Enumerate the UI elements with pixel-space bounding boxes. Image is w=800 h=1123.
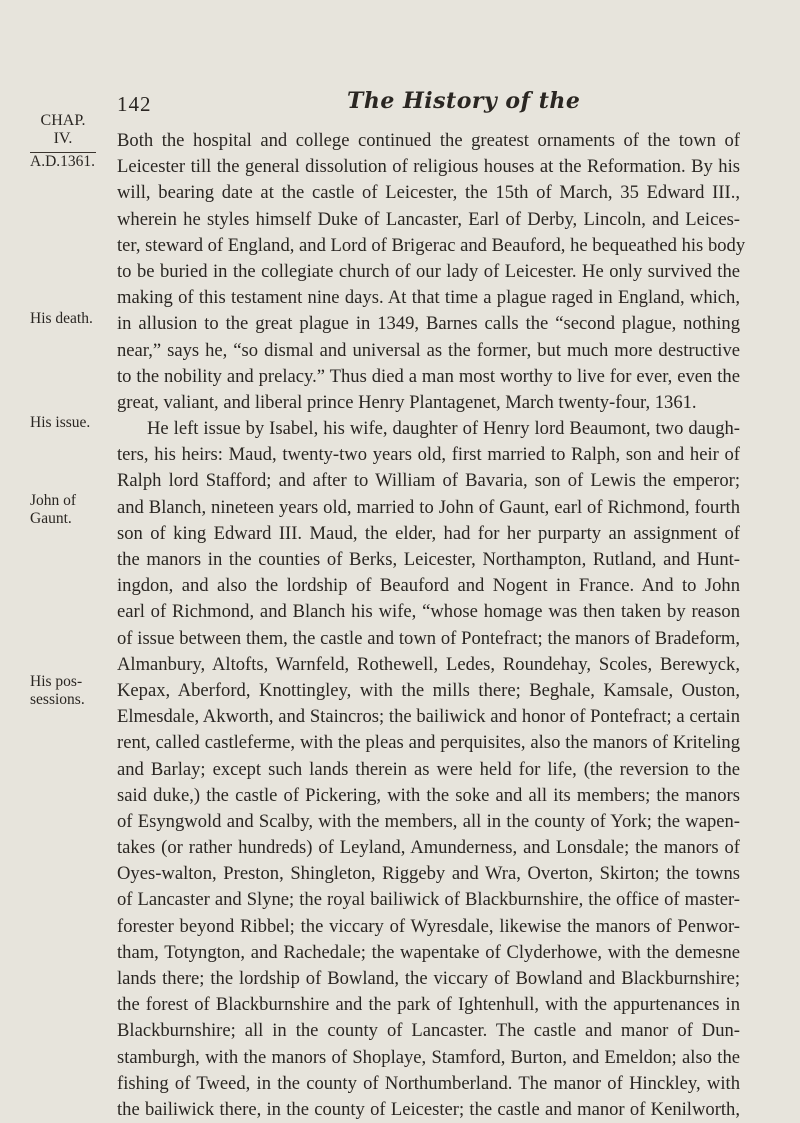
text-line: stamburgh, with the manors of Shoplaye, Stamford, Burton, and Emeldon; also the [117,1046,740,1068]
text-line: Almanbury, Altofts, Warnfeld, Rothewell, Ledes, Roundehay, Scoles, Berewyck, [117,653,740,675]
text-line: Leicester till the general dissolution of religious houses at the Reformation. By his [117,156,740,178]
text-line: the manors in the counties of Berks, Leicester, Northampton, Rutland, and Hunt- [117,549,740,570]
chapter-word: CHAP. [40,112,86,129]
page-number: 142 [117,92,152,116]
text-line: the bailiwick there, in the county of Leicester; the castle and manor of Kenilworth, [117,1098,740,1120]
margin-note-date: A.D.1361. [30,153,96,170]
text-line: takes (or rather hundreds) of Leyland, Amunderness, and Lonsdale; the manors of [117,837,740,859]
text-line: and Barlay; except such lands therein as were held for life, (the reversion to the [117,758,740,780]
margin-note-his-issue: His issue. [30,414,91,431]
text-line: will, bearing date at the castle of Leicester, the 15th of March, 35 Edward III., [117,182,740,204]
page-header [117,88,737,122]
body-text [117,128,746,1123]
text-line: Elmesdale, Akworth, and Staincros; the bailiwick and honor of Pontefract; a certain [117,706,740,728]
text-line: the forest of Blackburnshire and the park of Ightenhull, with the appurtenances in [117,994,740,1016]
text-line: wherein he styles himself Duke of Lancaster, Earl of Derby, Lincoln, and Leices- [117,208,740,230]
text-line: lands there; the lordship of Bowland, the viccary of Bowland and Blackburnshire; [117,968,740,989]
margin-note-line: sessions. [30,691,85,708]
margin-note-line: His pos- [30,673,83,690]
text-line: of Esyngwold and Scalby, with the members, all in the county of York; the wapen- [117,810,740,832]
text-line: to be buried in the collegiate church of our lady of Leicester. He only survived the [117,260,740,282]
chapter-label [34,112,92,153]
text-line: of issue between them, the castle and town of Pontefract; the manors of Bradeform, [117,627,740,649]
text-line: making of this testament nine days. At that time a plague raged in England, which, [117,287,740,309]
margin-note-line: Gaunt. [30,510,72,527]
text-line: ter, steward of England, and Lord of Brigerac and Beauford, he bequeathed his body [117,234,746,256]
margin-note-his-death: His death. [30,310,93,327]
text-line: Blackburnshire; all in the county of Lancaster. The castle and manor of Dun- [117,1020,740,1042]
text-line: said duke,) the castle of Pickering, with the soke and all its members; the manors [117,784,740,806]
text-line: Kepax, Aberford, Knottingley, with the mills there; Beghale, Kamsale, Ouston, [117,679,740,701]
text-line: great, valiant, and liberal prince Henry Plantagenet, March twenty-four, 1361. [117,391,697,413]
text-line: fishing of Tweed, in the county of Northumberland. The manor of Hinckley, with [117,1072,740,1094]
margin-note-his-possessions [30,673,102,709]
text-line: rent, called castleferme, with the pleas and perquisites, also the manors of Kriteling [117,732,740,754]
text-line: earl of Richmond, and Blanch his wife, “whose homage was then taken by reason [117,601,740,623]
text-line: forester beyond Ribbel; the viccary of Wyresdale, likewise the manors of Penwor- [117,915,740,937]
text-line: ters, his heirs: Maud, twenty-two years old, first married to Ralph, son and heir of [117,444,740,466]
margin-note-john-of-gaunt [30,492,102,528]
text-line: son of king Edward III. Maud, the elder, had for her purparty an assignment of [117,522,740,544]
chapter-number: IV. [53,130,73,147]
text-line: and Blanch, nineteen years old, married to John of Gaunt, earl of Richmond, fourth [117,496,740,518]
margin-note-line: John of [30,492,77,509]
running-title: The History of the [347,88,581,114]
text-line: Oyes-walton, Preston, Shingleton, Riggeby and Wra, Overton, Skirton; the towns [117,863,740,885]
text-line: of Lancaster and Slyne; the royal bailiwick of Blackburnshire, the office of master- [117,889,740,911]
text-line: near,” says he, “so dismal and universal as the former, but much more destructive [117,339,740,361]
text-line: He left issue by Isabel, his wife, daughter of Henry lord Beaumont, two daugh- [147,418,740,440]
text-line: ingdon, and also the lordship of Beauford and Nogent in France. And to John [117,575,740,597]
text-line: Both the hospital and college continued the greatest ornaments of the town of [117,130,740,151]
text-line: in allusion to the great plague in 1349, Barnes calls the “second plague, nothing [117,313,740,335]
text-line: tham, Totyngton, and Rachedale; the wapentake of Clyderhowe, with the demesne [117,941,740,963]
text-line: Ralph lord Stafford; and after to William of Bavaria, son of Lewis the emperor; [117,470,740,492]
text-line: to the nobility and prelacy.” Thus died a man most worthy to live for ever, even the [117,365,740,387]
